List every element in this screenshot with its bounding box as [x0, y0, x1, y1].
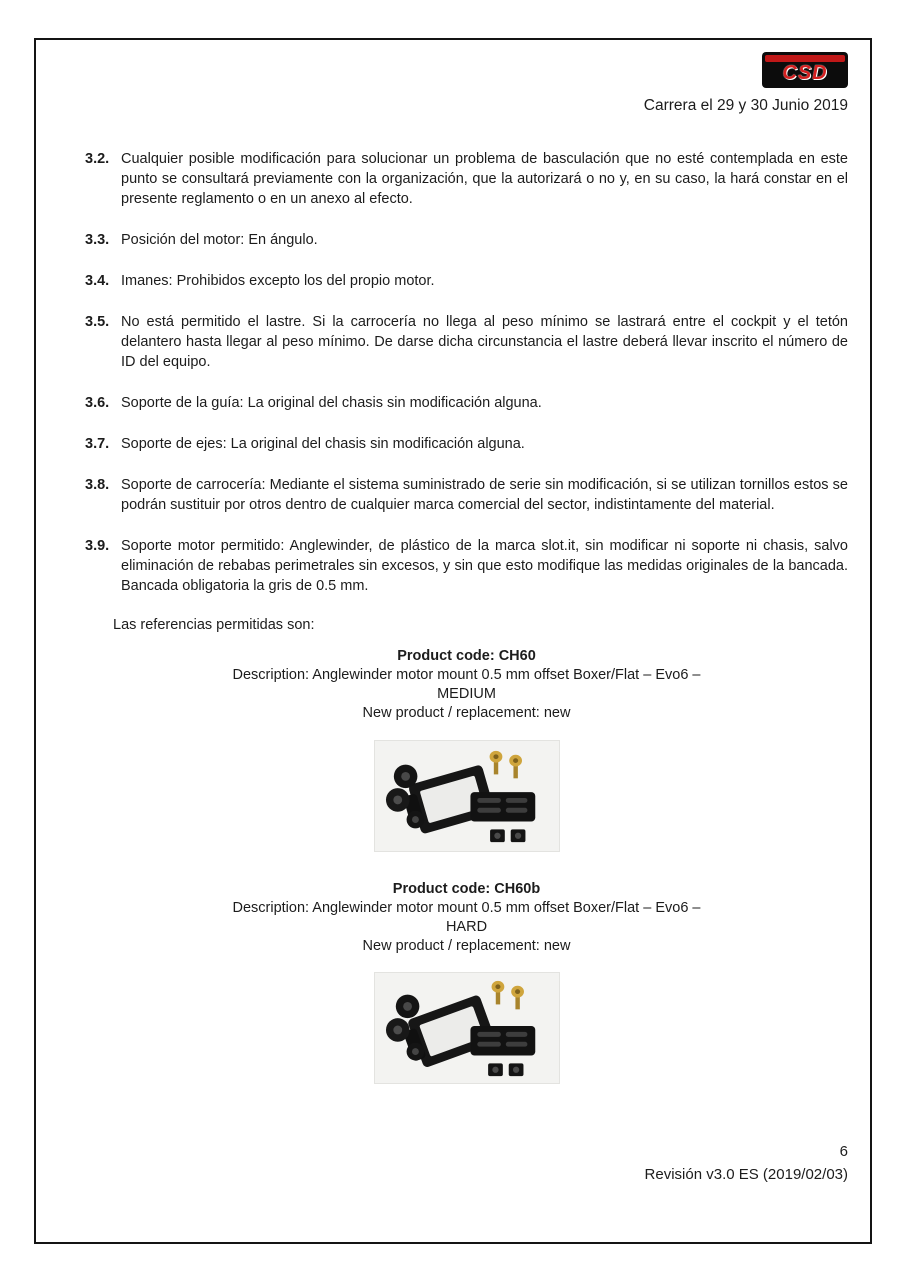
product-variant: MEDIUM: [437, 686, 496, 703]
product-block-ch60b: [85, 880, 848, 1085]
section-text: Soporte de carrocería: Mediante el sistema suministrado de serie sin modificación, si se utilizan tornillos estos se podrán sustituir por otros dentro de cualquier marca comercial del sector, indistintamente del material.: [121, 477, 848, 513]
section-number: 3.6.: [85, 395, 110, 411]
revision-line: Revisión v3.0 ES (2019/02/03): [644, 1165, 848, 1183]
section-3-2: [85, 149, 848, 209]
page-number: 6: [839, 1143, 848, 1160]
product-description: Description: Anglewinder motor mount 0.5 mm offset Boxer/Flat – Evo6 –: [232, 667, 701, 684]
section-3-7: [85, 434, 848, 454]
product-replacement: New product / replacement: new: [362, 705, 571, 722]
regulation-sections: [85, 149, 848, 596]
section-text: Posición del motor: En ángulo.: [121, 232, 318, 248]
section-3-8: [85, 475, 848, 515]
logo-red-stripe: [765, 55, 845, 62]
section-text: Cualquier posible modificación para solucionar un problema de basculación que no esté contemplada en este punto se consultará previamente con la organización, que la autorizará o no y, en su caso, la hará constar en el presente reglamento o en un anexo al efecto.: [121, 151, 848, 207]
section-text: Soporte motor permitido: Anglewinder, de plástico de la marca slot.it, sin modificar ni soporte ni chasis, salvo eliminación de rebabas perimetrales sin excesos, y sin que esto modifique las medidas originales de la bancada. Bancada obligatoria la gris de 0.5 mm.: [121, 538, 848, 594]
csd-logo: [762, 52, 848, 88]
event-date-line: Carrera el 29 y 30 Junio 2019: [643, 97, 848, 114]
section-text: Imanes: Prohibidos excepto los del propio motor.: [121, 273, 435, 289]
product-block-ch60: [85, 647, 848, 852]
page-header: [85, 52, 848, 115]
section-text: Soporte de ejes: La original del chasis sin modificación alguna.: [121, 436, 525, 452]
section-text: Soporte de la guía: La original del chasis sin modificación alguna.: [121, 395, 542, 411]
section-3-6: [85, 393, 848, 413]
page-border: [34, 38, 872, 1244]
motor-mount-photo-ch60b: [374, 972, 560, 1084]
section-number: 3.2.: [85, 151, 110, 167]
product-variant: HARD: [445, 918, 488, 935]
section-number: 3.8.: [85, 477, 110, 493]
section-number: 3.7.: [85, 436, 110, 452]
motor-mount-photo-ch60: [374, 740, 560, 852]
product-code: Product code: CH60: [397, 648, 536, 664]
product-description: Description: Anglewinder motor mount 0.5 mm offset Boxer/Flat – Evo6 –: [232, 899, 701, 916]
product-code: Product code: CH60b: [392, 880, 541, 897]
section-3-5: [85, 312, 848, 372]
section-text: No está permitido el lastre. Si la carrocería no llega al peso mínimo se lastrará entre el cockpit y el tetón delantero hasta llegar al peso mínimo. De darse dicha circunstancia el lastre deberá llevar inscrito el número de ID del equipo.: [121, 314, 848, 370]
section-3-4: [85, 271, 848, 291]
section-number: 3.3.: [85, 232, 110, 248]
section-number: 3.4.: [85, 273, 110, 289]
logo-text: CSD: [782, 62, 828, 84]
product-replacement: New product / replacement: new: [362, 937, 571, 954]
section-3-3: [85, 230, 848, 250]
section-3-9: [85, 536, 848, 596]
references-intro: Las referencias permitidas son:: [113, 617, 315, 633]
section-number: 3.9.: [85, 538, 110, 554]
section-number: 3.5.: [85, 314, 110, 330]
page-footer: [645, 1141, 848, 1186]
